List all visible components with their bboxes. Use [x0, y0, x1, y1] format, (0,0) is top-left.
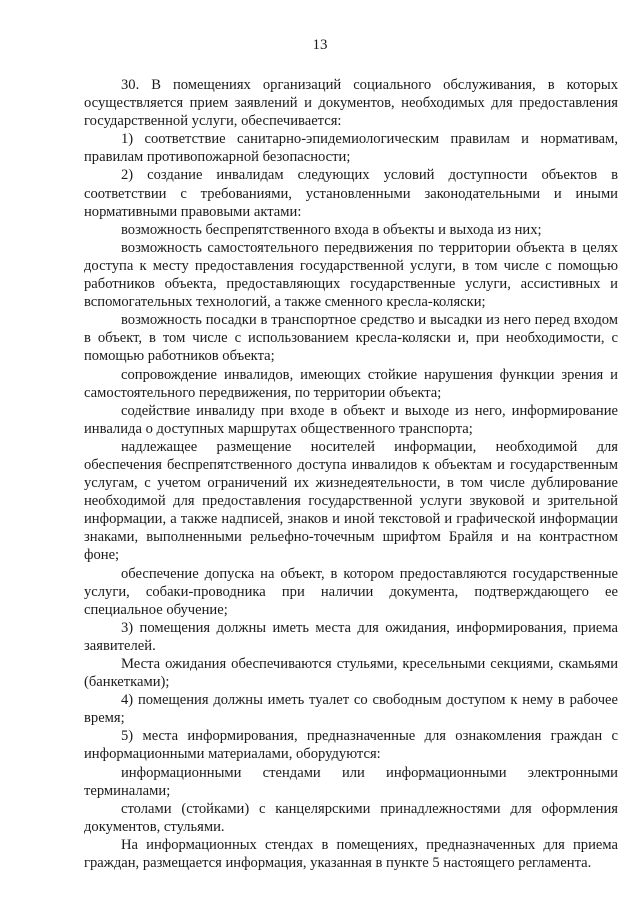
paragraph: возможность беспрепятственного входа в объекты и выхода из них;: [121, 221, 542, 238]
paragraph: сопровождение инвалидов, имеющих стойкие нарушения функции зрения и самостоятельного передвижения, по территории объекта;: [84, 366, 618, 401]
paragraph: возможность посадки в транспортное средство и высадки из него перед входом в объект, в том числе с использованием кресла-коляски и, при необходимости, с помощью работников объекта;: [84, 312, 618, 365]
paragraph: надлежащее размещение носителей информации, необходимой для обеспечения беспрепятственного доступа инвалидов к объектам и государственным услугам, с учетом ограничений их жизнедеятельности, в том числе дублирование необходимой для предоставления государственной услуги звуковой и зрительной информации, а также надписей, знаков и иной текстовой и графической информации знаками, выполненными рельефно-точечным шрифтом Брайля и на контрастном фоне;: [84, 438, 618, 564]
paragraph: 2) создание инвалидам следующих условий доступности объектов в соответствии с требованиями, установленными законодательными и иными нормативными правовыми актами:: [84, 167, 618, 220]
paragraph: 4) помещения должны иметь туалет со свободным доступом к нему в рабочее время;: [84, 692, 618, 727]
paragraph: возможность самостоятельного передвижения по территории объекта в целях доступа к месту предоставления государственной услуги, в том числе с помощью работников объекта, предоставляющих государственные услуги, ассистивных и вспомогательных технологий, а также сменного кресла-коляски;: [84, 239, 618, 311]
paragraph: обеспечение допуска на объект, в котором предоставляются государственные услуги, собаки-проводника при наличии документа, подтверждающего ее специальное обучение;: [84, 565, 618, 618]
paragraph: содействие инвалиду при входе в объект и выходе из него, информирование инвалида о доступных маршрутах общественного транспорта;: [84, 402, 618, 437]
page-number: 13: [312, 37, 328, 53]
paragraph: 3) помещения должны иметь места для ожидания, информирования, приема заявителей.: [84, 619, 618, 654]
paragraph: 1) соответствие санитарно-эпидемиологическим правилам и нормативам, правилам противопожарной безопасности;: [84, 131, 618, 166]
paragraph: столами (стойками) с канцелярскими принадлежностями для оформления документов, стульями.: [84, 800, 618, 835]
paragraph: 30. В помещениях организаций социального обслуживания, в которых осуществляется прием заявлений и документов, необходимых для предоставления государственной услуги, обеспечивается:: [84, 77, 618, 130]
paragraph: информационными стендами или информационными электронными терминалами;: [84, 764, 618, 799]
paragraph: 5) места информирования, предназначенные для ознакомления граждан с информационными материалами, оборудуются:: [84, 728, 618, 763]
document-body: [84, 76, 618, 872]
paragraph: Места ожидания обеспечиваются стульями, кресельными секциями, скамьями (банкетками);: [84, 656, 618, 691]
paragraph: На информационных стендах в помещениях, предназначенных для приема граждан, размещается информация, указанная в пункте 5 настоящего регламента.: [84, 836, 618, 872]
